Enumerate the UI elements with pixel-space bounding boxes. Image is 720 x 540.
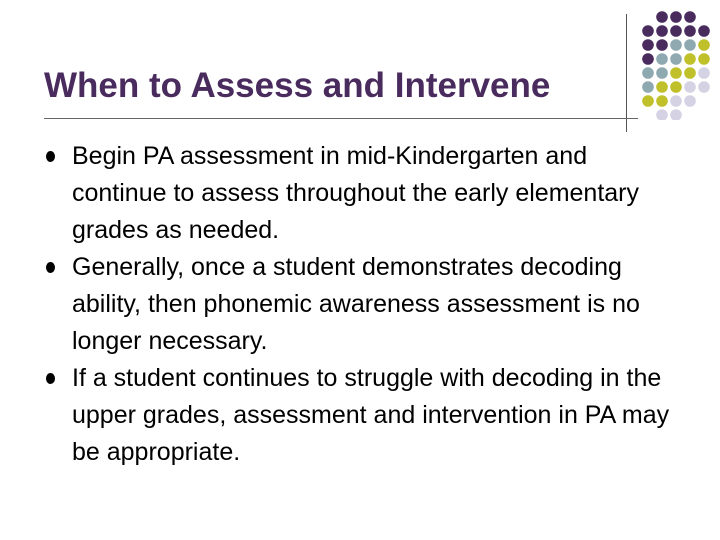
dot-lavender (670, 109, 682, 120)
dot-teal (656, 67, 668, 79)
dot-lavender (698, 81, 710, 93)
dot-olive (670, 81, 682, 93)
dot-purple (684, 11, 696, 23)
title-underline (44, 118, 638, 119)
dot-purple (670, 25, 682, 37)
dot-olive (684, 53, 696, 65)
bullet-text: Begin PA assessment in mid-Kindergarten and continue to assess throughout the early elementary grades as needed. (72, 142, 640, 244)
dot-purple (642, 25, 654, 37)
dot-olive (670, 67, 682, 79)
dot-teal (656, 53, 668, 65)
dot-teal (642, 67, 654, 79)
dot-purple (670, 11, 682, 23)
dot-lavender (684, 95, 696, 107)
dot-olive (642, 95, 654, 107)
dot-olive (684, 67, 696, 79)
dot-purple (656, 11, 668, 23)
bullet-dot-icon (46, 262, 55, 273)
dot-lavender (698, 67, 710, 79)
dot-olive (698, 39, 710, 51)
dot-olive (698, 53, 710, 65)
dot-purple (684, 25, 696, 37)
bullet-dot-icon (46, 373, 55, 384)
dot-purple (698, 25, 710, 37)
dot-teal (670, 53, 682, 65)
bullet-list (46, 138, 686, 471)
bullet-item (46, 138, 686, 249)
dot-teal (642, 81, 654, 93)
decorative-dot-grid (638, 10, 720, 120)
dot-teal (670, 39, 682, 51)
bullet-text: Generally, once a student demonstrates decoding ability, then phonemic awareness assessment is no longer necessary. (72, 253, 640, 355)
bullet-item (46, 360, 686, 471)
dot-purple (642, 53, 654, 65)
dot-lavender (684, 81, 696, 93)
dot-lavender (670, 95, 682, 107)
bullet-dot-icon (46, 151, 55, 162)
dot-teal (684, 39, 696, 51)
dot-purple (642, 39, 654, 51)
vertical-divider (626, 14, 627, 132)
dot-lavender (656, 109, 668, 120)
slide-title: When to Assess and Intervene (44, 66, 551, 105)
dot-olive (656, 95, 668, 107)
bullet-text: If a student continues to struggle with decoding in the upper grades, assessment and intervention in PA may be appropriate. (72, 364, 670, 466)
dot-purple (656, 25, 668, 37)
dot-purple (656, 39, 668, 51)
dot-olive (656, 81, 668, 93)
bullet-item (46, 249, 686, 360)
